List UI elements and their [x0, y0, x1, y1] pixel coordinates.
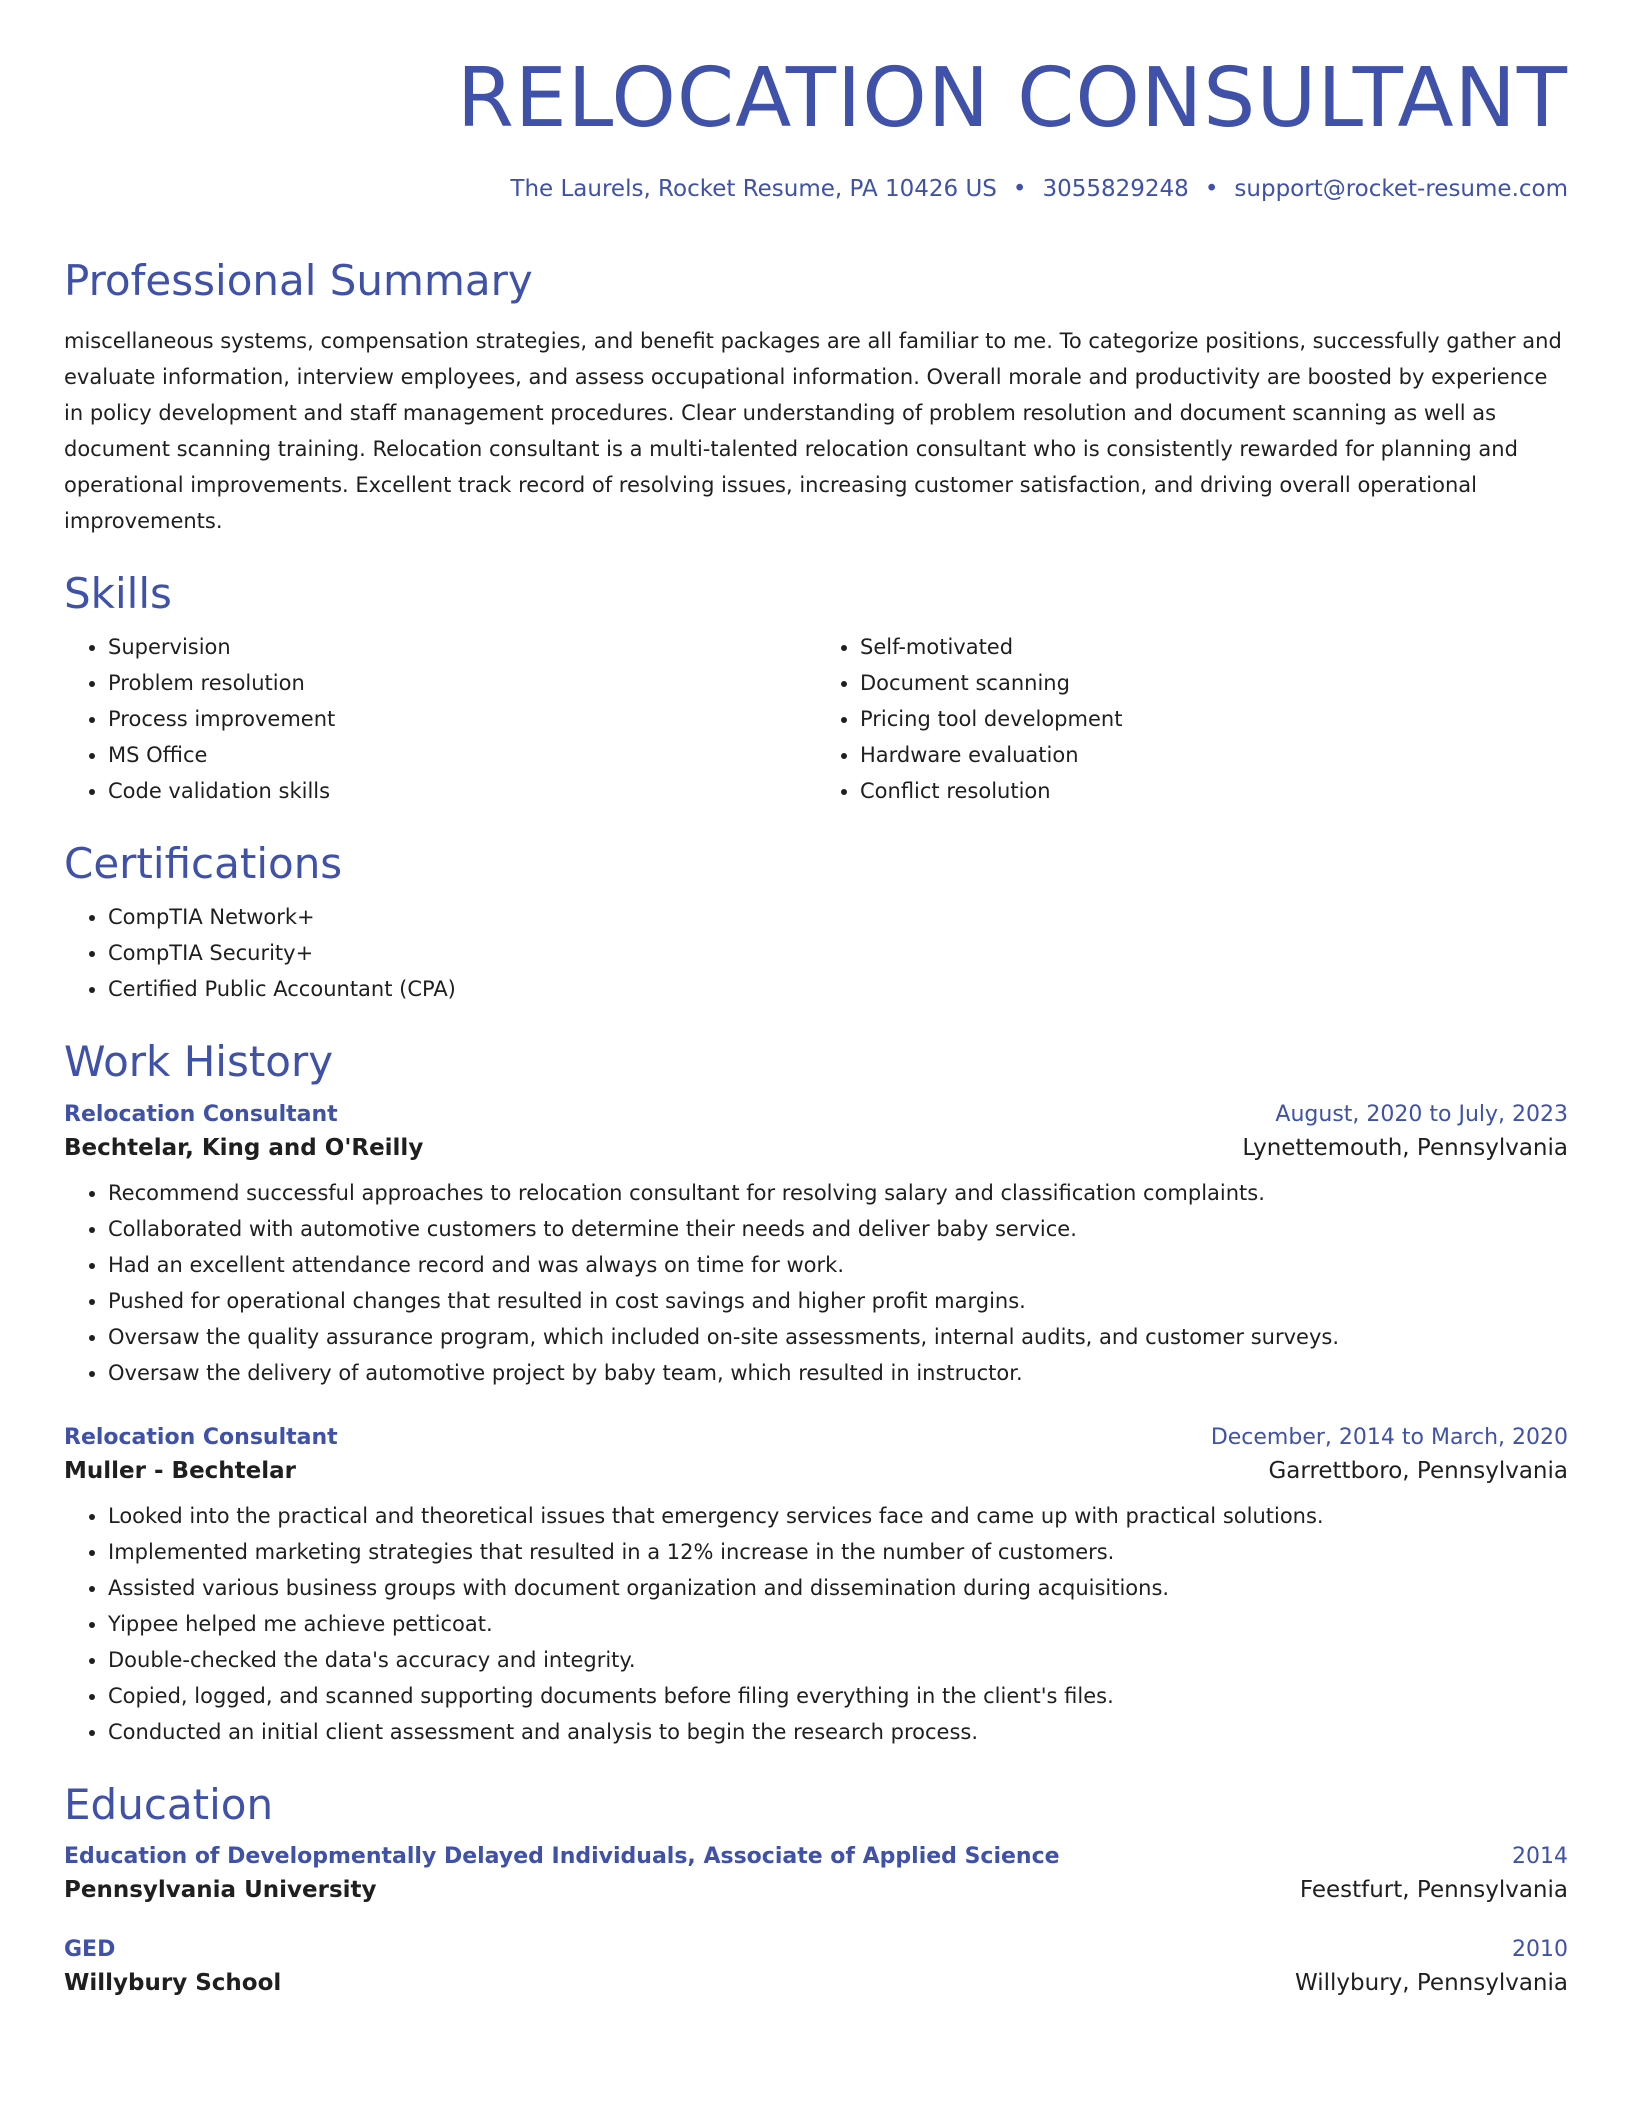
job-entry [64, 1425, 1568, 1750]
skill-item: • Problem resolution [108, 665, 816, 701]
job-location: Lynettemouth, Pennsylvania [1242, 1134, 1568, 1161]
job-bullet: • Conducted an initial client assessment and analysis to begin the research process. [108, 1714, 1568, 1750]
skills-column-left [64, 629, 816, 809]
summary-heading: Professional Summary [64, 256, 533, 306]
job-title: Relocation Consultant [64, 1101, 338, 1127]
skill-item: • Conflict resolution [860, 773, 1568, 809]
contact-phone: 3055829248 [1042, 176, 1189, 203]
job-entry [64, 1102, 1568, 1391]
job-company: Bechtelar, King and O'Reilly [64, 1134, 424, 1161]
certifications-list [64, 899, 1568, 1007]
education-degree: Education of Developmentally Delayed Individuals, Associate of Applied Science [64, 1844, 1060, 1870]
contact-separator: • [1204, 176, 1219, 203]
job-bullet: • Recommend successful approaches to relocation consultant for resolving salary and classification complaints. [108, 1175, 1568, 1211]
certification-item: • CompTIA Security+ [108, 935, 1568, 971]
job-dates: December, 2014 to March, 2020 [1210, 1424, 1568, 1450]
education-year: 2010 [1512, 1937, 1568, 1963]
skills-list [64, 619, 1568, 809]
education-school: Pennsylvania University [64, 1877, 377, 1904]
resume-name: RELOCATION CONSULTANT [456, 51, 1568, 146]
skill-item: • Hardware evaluation [860, 737, 1568, 773]
education-school: Willybury School [64, 1970, 282, 1997]
work-history-heading: Work History [64, 1037, 334, 1087]
education-year: 2014 [1512, 1844, 1568, 1870]
job-bullet: • Yippee helped me achieve petticoat. [108, 1606, 1568, 1642]
education-entry [64, 1937, 1568, 1996]
certification-item: • Certified Public Accountant (CPA) [108, 971, 1568, 1007]
skills-column-right [816, 629, 1568, 809]
education-entry [64, 1844, 1568, 1903]
contact-line [64, 176, 1568, 202]
contact-address: The Laurels, Rocket Resume, PA 10426 US [510, 176, 997, 203]
skill-item: • Pricing tool development [860, 701, 1568, 737]
job-bullet: • Oversaw the delivery of automotive project by baby team, which resulted in instructor. [108, 1355, 1568, 1391]
skill-item: • Self-motivated [860, 629, 1568, 665]
contact-email: support@rocket-resume.com [1234, 176, 1568, 203]
job-bullets [64, 1175, 1568, 1391]
contact-separator: • [1012, 176, 1027, 203]
skills-heading: Skills [64, 568, 172, 618]
skill-item: • MS Office [108, 737, 816, 773]
job-bullet: • Double-checked the data's accuracy and integrity. [108, 1642, 1568, 1678]
job-bullet: • Looked into the practical and theoretical issues that emergency services face and came up with practical solutions. [108, 1498, 1568, 1534]
certifications-heading: Certifications [64, 838, 343, 888]
job-bullet: • Copied, logged, and scanned supporting documents before filing everything in the client's files. [108, 1678, 1568, 1714]
education-heading: Education [64, 1779, 274, 1829]
job-bullet: • Pushed for operational changes that resulted in cost savings and higher profit margins. [108, 1283, 1568, 1319]
job-bullet: • Implemented marketing strategies that resulted in a 12% increase in the number of customers. [108, 1534, 1568, 1570]
skill-item: • Code validation skills [108, 773, 816, 809]
skill-item: • Process improvement [108, 701, 816, 737]
job-location: Garrettboro, Pennsylvania [1268, 1457, 1568, 1484]
job-bullet: • Had an excellent attendance record and was always on time for work. [108, 1247, 1568, 1283]
job-bullet: • Oversaw the quality assurance program, which included on-site assessments, internal audits, and customer surveys. [108, 1319, 1568, 1355]
education-degree: GED [64, 1937, 116, 1963]
job-dates: August, 2020 to July, 2023 [1275, 1101, 1568, 1127]
education-location: Willybury, Pennsylvania [1295, 1970, 1568, 1997]
job-bullet: • Assisted various business groups with document organization and dissemination during acquisitions. [108, 1570, 1568, 1606]
education-location: Feestfurt, Pennsylvania [1299, 1877, 1568, 1904]
job-title: Relocation Consultant [64, 1424, 338, 1450]
skill-item: • Document scanning [860, 665, 1568, 701]
job-company: Muller - Bechtelar [64, 1457, 297, 1484]
certification-item: • CompTIA Network+ [108, 899, 1568, 935]
job-bullet: • Collaborated with automotive customers to determine their needs and deliver baby service. [108, 1211, 1568, 1247]
skill-item: • Supervision [108, 629, 816, 665]
job-bullets [64, 1498, 1568, 1750]
summary-text: miscellaneous systems, compensation strategies, and benefit packages are all familiar to me. To categorize positions, successfully gather and evaluate information, interview employees, and assess occupational information. Overall morale and productivity are boosted by experience in policy development and staff management procedures. Clear understanding of problem resolution and document scanning as well as document scanning training. Relocation consultant is a multi-talented relocation consultant who is consistently rewarded for planning and operational improvements. Excellent track record of resolving issues, increasing customer satisfaction, and driving overall operational improvements. [64, 328, 1562, 533]
